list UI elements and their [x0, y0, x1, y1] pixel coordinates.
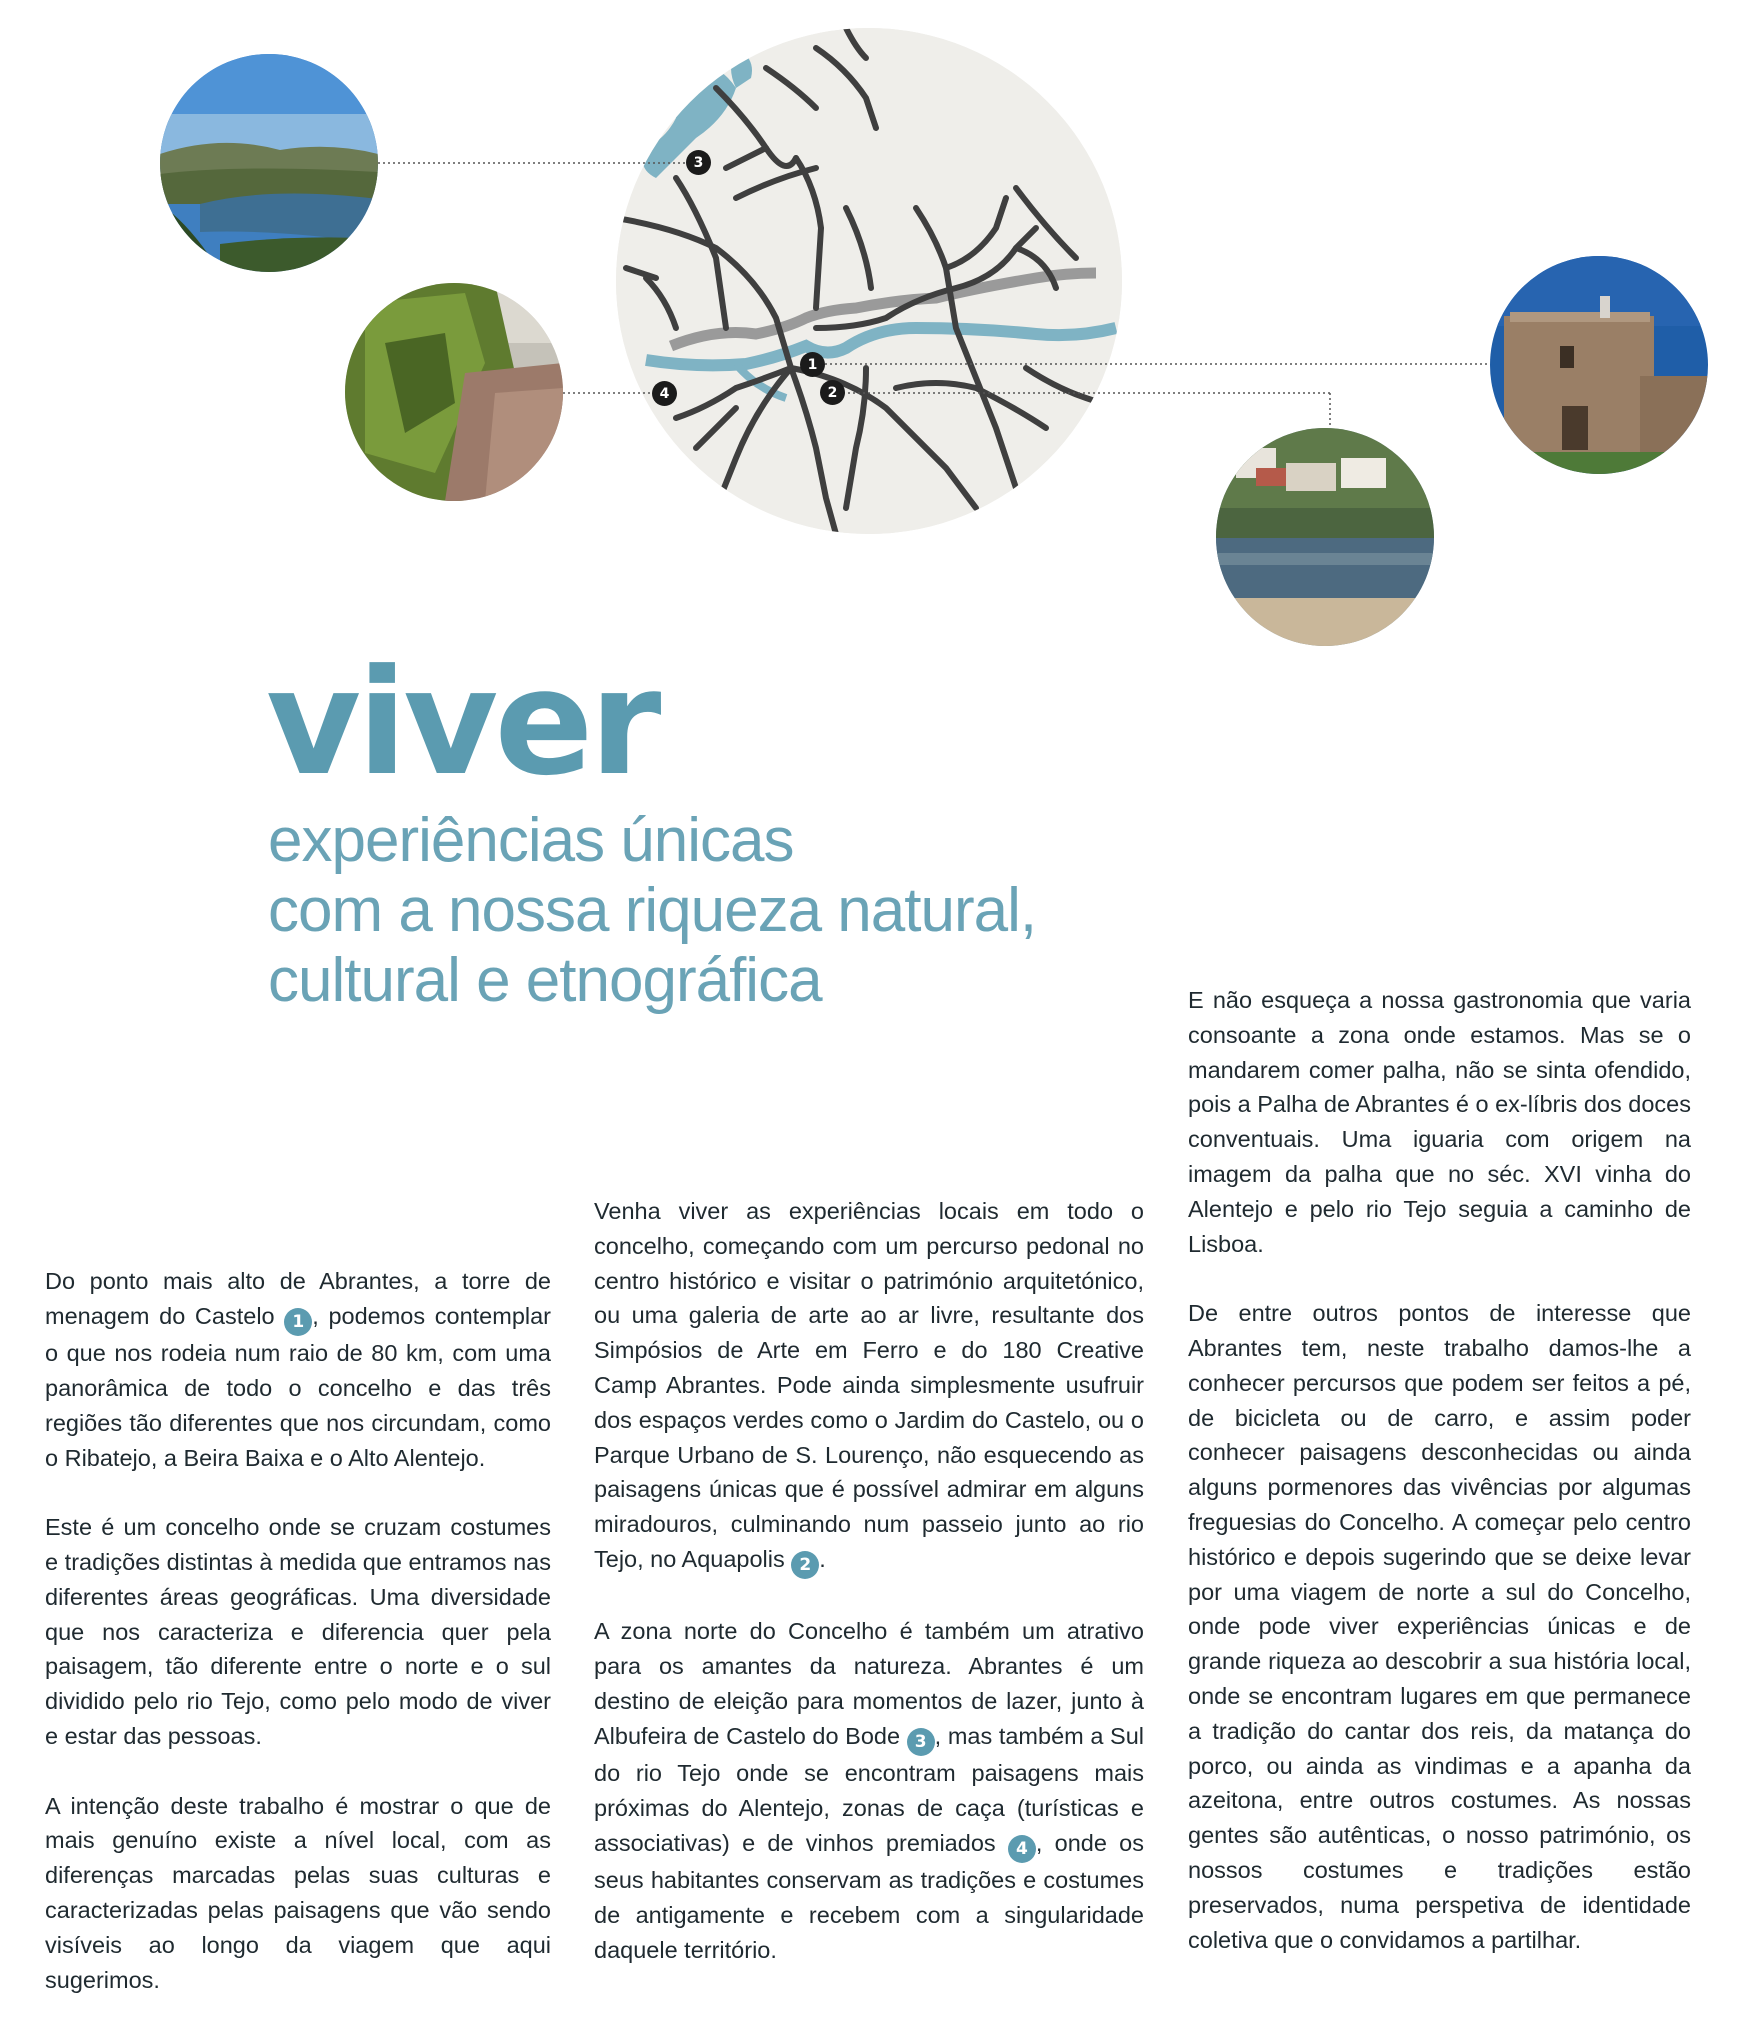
castle-tower-photo: [1490, 256, 1708, 474]
ref-badge-1: 1: [284, 1308, 312, 1336]
paragraph: De entre outros pontos de interesse que Abrantes tem, neste trabalho damos-lhe a conhecer percursos que podem ser feitos a pé, de bicicleta ou de carro, e assim poder conhecer paisagens desconhecidas ou ainda alguns pormenores das vivências por algumas freguesias do Concelho. A começar pelo centro histórico e depois sugerindo que se deixe levar por uma viagem de norte a sul do Concelho, onde pode viver experiências únicas e de grande riqueza ao descobrir a sua história local, onde se encontram lugares em que permanece a tradição do cantar dos reis, da matança do porco, ou ainda as vindimas e a apanha da azeitona, entre outros costumes. As nossas gentes são autênticas, o nosso património, os nossos costumes e tradições estão preservados, numa perspetiva de identidade coletiva que o convidamos a partilhar.: [1188, 1300, 1691, 1953]
river-valley-photo: [160, 54, 378, 272]
map-circle: [616, 28, 1122, 534]
page-subtitle: [268, 806, 1168, 1016]
paragraph: A zona norte do Concelho é também um atrativo para os amantes da natureza. Abrantes é um destino de eleição para momentos de lazer, junto à Albufeira de Castelo do Bode 3 , mas também a Sul do rio Tejo onde se encontram paisagens mais próximas do Alentejo, zonas de caça (turísticas e associativas) e de vinhos premiados 4 , onde os seus habitantes conservam as tradições e costumes de antigamente e recebem com a singularidade daquele território.: [594, 1618, 1144, 1963]
text-column-2: [594, 1194, 1144, 2002]
paragraph: Venha viver as experiências locais em todo o concelho, começando com um percurso pedonal no centro histórico e visitar o património arquitetónico, ou uma galeria de arte ao ar livre, resultante dos Simpósios de Arte em Ferro e do 180 Creative Camp Abrantes. Pode ainda simplesmente usufruir dos espaços verdes como o Jardim do Castelo, ou o Parque Urbano de S. Lourenço, não esquecendo as paisagens únicas que é possível admirar em alguns miradouros, culminando num passeio junto ao rio Tejo, no Aquapolis 2 .: [594, 1194, 1144, 1579]
page-title: viver: [266, 638, 658, 808]
map-marker-4: 4: [652, 381, 677, 406]
map-marker-2: 2: [820, 380, 845, 405]
text-column-3: [1188, 983, 1691, 1992]
paragraph: A intenção deste trabalho é mostrar o que de mais genuíno existe a nível local, com as diferenças marcadas pelas suas culturas e caracterizadas pelas paisagens que vão sendo visíveis ao longo da viagem que aqui sugerimos.: [45, 1792, 551, 1993]
ref-badge-4: 4: [1008, 1835, 1036, 1863]
paragraph: Este é um concelho onde se cruzam costumes e tradições distintas à medida que entramos nas diferentes áreas geográficas. Uma diversidade que nos caracteriza e diferencia quer pela paisagem, tão diferente entre o norte e o sul dividido pelo rio Tejo, como pelo modo de viver e estar das pessoas.: [45, 1514, 551, 1750]
text-column-1: [45, 1264, 551, 2032]
vineyard-photo: [345, 283, 563, 501]
subtitle-line-3: cultural e etnográfica: [268, 946, 822, 1015]
subtitle-line-2: com a nossa riqueza natural,: [268, 876, 1037, 945]
paragraph: E não esqueça a nossa gastronomia que varia consoante a zona onde estamos. Mas se o mandarem comer palha, não se sinta ofendido, pois a Palha de Abrantes é o ex-líbris dos doces conventuais. Uma iguaria com origem na imagem da palha que no séc. XVI vinha do Alentejo e pelo rio Tejo seguia a caminho de Lisboa.: [1188, 987, 1691, 1257]
ref-badge-3: 3: [907, 1728, 935, 1756]
subtitle-line-1: experiências únicas: [268, 806, 794, 875]
riverside-town-photo: [1216, 428, 1434, 646]
ref-badge-2: 2: [791, 1551, 819, 1579]
paragraph: Do ponto mais alto de Abrantes, a torre de menagem do Castelo 1 , podemos contemplar o que nos rodeia num raio de 80 km, com uma panorâmica de todo o concelho e das três regiões tão diferentes que nos circundam, como o Ribatejo, a Beira Baixa e o Alto Alentejo.: [45, 1268, 552, 1471]
map-marker-3: 3: [686, 150, 711, 175]
map-marker-1: 1: [800, 352, 825, 377]
